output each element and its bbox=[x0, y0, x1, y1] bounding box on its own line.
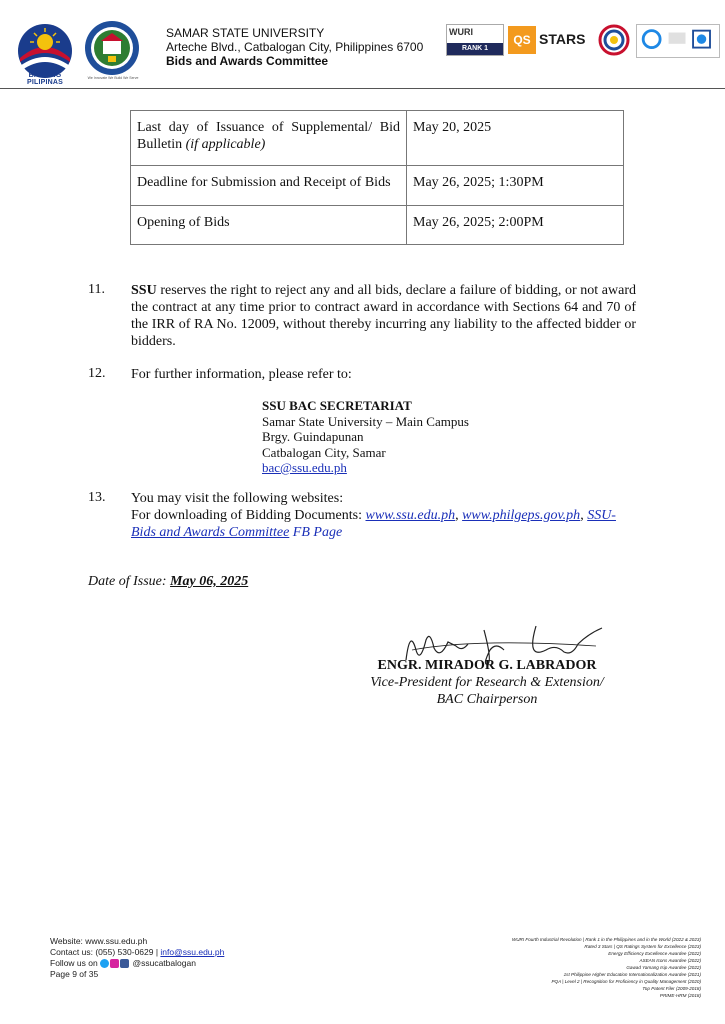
university-address: Arteche Blvd., Catbalogan City, Philippines 6700 bbox=[166, 40, 424, 54]
page-number: Page 9 of 35 bbox=[50, 969, 99, 979]
table-row bbox=[131, 206, 624, 245]
date-cell: May 26, 2025; 2:00PM bbox=[407, 206, 624, 245]
secretariat-line: Catbalogan City, Samar bbox=[262, 444, 386, 460]
secretariat-line: Samar State University – Main Campus bbox=[262, 413, 469, 429]
wuri-rank: RANK 1 bbox=[447, 43, 503, 55]
table-row bbox=[131, 166, 624, 206]
facebook-icon[interactable] bbox=[120, 959, 129, 968]
ssu-tagline: We Innovate We Build We Serve bbox=[87, 76, 139, 80]
footer-contact bbox=[50, 936, 224, 980]
ssu-lead: SSU bbox=[131, 283, 157, 298]
award-line: Gawad Yamang Isip Awardee (2022) bbox=[626, 965, 701, 970]
item-11-text bbox=[131, 282, 636, 350]
award-line: ASEAN Icons Awardee (2022) bbox=[639, 958, 701, 963]
footer-contact-prefix: Contact us: (055) 530-0629 | bbox=[50, 947, 161, 957]
fb-page-suffix: FB Page bbox=[289, 525, 343, 540]
bagong-pilipinas-label: BAGONG PILIPINAS bbox=[26, 72, 64, 86]
item-number-11: 11. bbox=[88, 282, 105, 297]
signatory-title: BAC Chairperson bbox=[436, 692, 538, 707]
signatory-block bbox=[337, 657, 637, 708]
award-line: WURI Fourth Industrial Revolution | Rank 1 in the Philippines and in the World (2022 & 2023) bbox=[511, 937, 701, 942]
signatory-name: ENGR. MIRADOR G. LABRADOR bbox=[377, 658, 597, 673]
date-of-issue-value: May 06, 2025 bbox=[170, 574, 249, 589]
wuri-label: WURI bbox=[449, 27, 473, 37]
qs-label: QS bbox=[508, 26, 536, 54]
certification-badges-icon bbox=[636, 24, 720, 58]
link-separator: , bbox=[580, 508, 588, 523]
activity-text: Last day of Issuance of Supplemental/ Bid Bulletin bbox=[137, 120, 400, 152]
date-of-issue-label: Date of Issue: bbox=[88, 574, 171, 589]
activity-cell: Opening of Bids bbox=[131, 206, 407, 245]
item-number-13: 13. bbox=[88, 490, 106, 505]
award-emblem-icon bbox=[598, 24, 630, 56]
instagram-icon[interactable] bbox=[110, 959, 119, 968]
date-cell: May 20, 2025 bbox=[407, 111, 624, 166]
secretariat-email-link[interactable]: bac@ssu.edu.ph bbox=[262, 460, 347, 475]
office-name: Bids and Awards Committee bbox=[166, 54, 329, 68]
footer-website: Website: www.ssu.edu.ph bbox=[50, 936, 148, 946]
item-11-body: reserves the right to reject any and all bids, declare a failure of bidding, or not award the contract at any time prior to contract award in accordance with Sections 64 and 70 of the IRR of RA No. 12009, without thereby incurring any liability to the affected bidder or bidders. bbox=[131, 283, 636, 349]
item-13-intro: You may visit the following websites: bbox=[131, 491, 344, 506]
university-name: SAMAR STATE UNIVERSITY bbox=[166, 26, 325, 40]
ssu-seal-logo bbox=[84, 20, 140, 76]
activity-cell: Deadline for Submission and Receipt of Bids bbox=[131, 166, 407, 206]
twitter-icon[interactable] bbox=[100, 959, 109, 968]
date-cell: May 26, 2025; 1:30PM bbox=[407, 166, 624, 206]
signatory-title: Vice-President for Research & Extension/ bbox=[370, 675, 604, 690]
link-separator: , bbox=[455, 508, 463, 523]
bac-fb-page-link[interactable]: SSU-Bids and Awards Committee bbox=[131, 508, 616, 540]
letterhead bbox=[0, 0, 725, 90]
university-block bbox=[166, 26, 423, 68]
wuri-badge bbox=[446, 24, 504, 56]
header-divider bbox=[0, 88, 725, 89]
award-line: PRIME-HRM (2018) bbox=[659, 993, 701, 998]
award-line: Energy Efficiency Excellence Awardee (2022) bbox=[608, 951, 701, 956]
bidding-schedule-table bbox=[130, 110, 624, 245]
qs-stars-label: STARS bbox=[539, 31, 586, 47]
date-of-issue bbox=[88, 574, 248, 590]
download-prefix: For downloading of Bidding Documents: bbox=[131, 508, 366, 523]
footer-contact-line bbox=[50, 947, 224, 958]
secretariat-line: Brgy. Guindapunan bbox=[262, 429, 364, 444]
secretariat-name: SSU BAC SECRETARIAT bbox=[262, 398, 412, 413]
ssu-website-link[interactable]: www.ssu.edu.ph bbox=[365, 508, 456, 523]
item-13-links bbox=[131, 507, 636, 541]
footer-email-link[interactable]: info@ssu.edu.ph bbox=[160, 947, 225, 957]
qs-stars-badge bbox=[508, 26, 594, 54]
footer-awards bbox=[441, 936, 701, 999]
secretariat-address bbox=[262, 398, 469, 476]
philgeps-link[interactable]: www.philgeps.gov.ph bbox=[462, 508, 581, 523]
table-row bbox=[131, 111, 624, 166]
activity-cell bbox=[131, 111, 407, 166]
award-line: PQA | Level 2 | Recognition for Proficiency in Quality Management (2020) bbox=[551, 979, 701, 984]
footer-follow-line bbox=[50, 958, 224, 969]
item-12-text: For further information, please refer to: bbox=[131, 367, 352, 382]
award-line: Rated 3 Stars | QS Ratings System for Excellence (2023) bbox=[584, 944, 701, 949]
award-line: 1st Philippine Higher Education Internationalization Awardee (2021) bbox=[563, 972, 701, 977]
social-handle: @ssucatbalogan bbox=[132, 958, 196, 968]
item-number-12: 12. bbox=[88, 366, 106, 381]
activity-note: (if applicable) bbox=[185, 137, 266, 152]
award-line: Top Patent Filer (2009-2018) bbox=[642, 986, 701, 991]
footer-follow-prefix: Follow us on bbox=[50, 958, 101, 968]
item-13-text bbox=[131, 490, 636, 541]
